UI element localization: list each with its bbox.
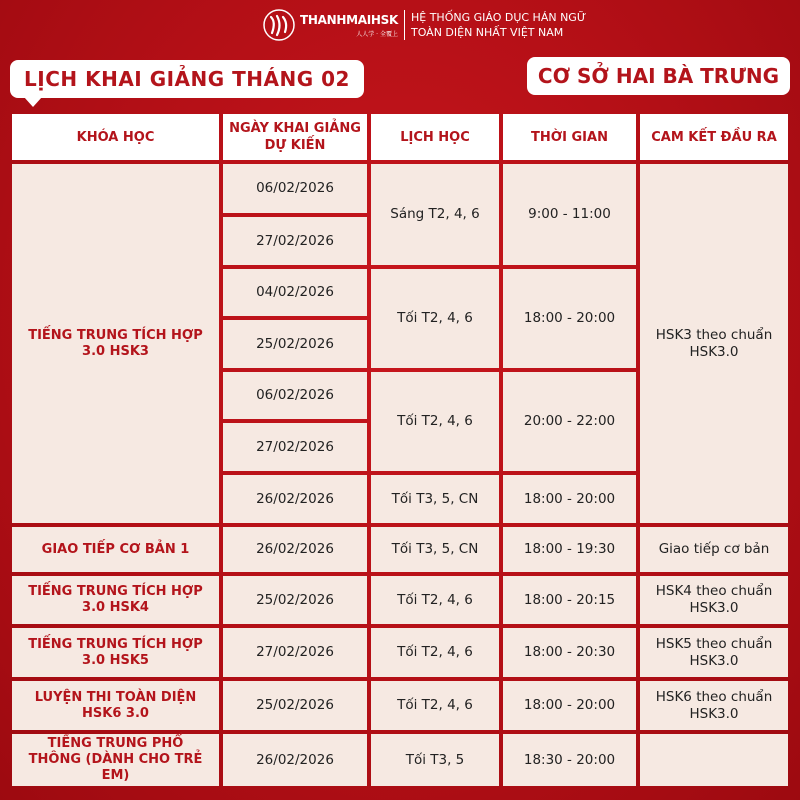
brand-logo [262, 8, 586, 42]
time-cell: 18:00 - 20:00 [503, 475, 636, 523]
course-cell: TIẾNG TRUNG TÍCH HỢP 3.0 HSK5 [12, 628, 219, 677]
schedule-cell: Tối T3, 5 [371, 734, 499, 786]
brand-tagline-1: HỆ THỐNG GIÁO DỤC HÁN NGỮ [410, 11, 587, 24]
commitment-cell: HSK4 theo chuẩn HSK3.0 [640, 576, 788, 624]
header-time: THỜI GIAN [503, 114, 636, 160]
time-cell: 18:00 - 20:15 [503, 576, 636, 624]
schedule-cell: Tối T2, 4, 6 [371, 269, 499, 368]
header-date: NGÀY KHAI GIẢNG DỰ KIẾN [223, 114, 367, 160]
course-cell: LUYỆN THI TOÀN DIỆN HSK6 3.0 [12, 681, 219, 730]
date-cell: 04/02/2026 [223, 269, 367, 316]
schedule-cell: Tối T3, 5, CN [371, 527, 499, 572]
time-cell: 18:30 - 20:00 [503, 734, 636, 786]
time-cell: 20:00 - 22:00 [503, 372, 636, 471]
brand-logo-icon [262, 8, 296, 42]
date-cell: 26/02/2026 [223, 527, 367, 572]
date-cell: 25/02/2026 [223, 320, 367, 368]
time-cell: 18:00 - 20:00 [503, 269, 636, 368]
logo-divider [404, 10, 405, 40]
branch-label: CƠ SỞ HAI BÀ TRƯNG [527, 57, 790, 95]
course-hsk3: TIẾNG TRUNG TÍCH HỢP 3.0 HSK3 [12, 164, 219, 523]
schedule-cell: Tối T2, 4, 6 [371, 372, 499, 471]
header-commitment: CAM KẾT ĐẦU RA [640, 114, 788, 160]
schedule-cell: Tối T2, 4, 6 [371, 628, 499, 677]
page-title: LỊCH KHAI GIẢNG THÁNG 02 [10, 60, 364, 98]
header-course: KHÓA HỌC [12, 114, 219, 160]
schedule-cell: Tối T2, 4, 6 [371, 576, 499, 624]
commitment-hsk3: HSK3 theo chuẩn HSK3.0 [640, 164, 788, 523]
brand-name: THANHMAIHSK [300, 12, 398, 27]
date-cell: 27/02/2026 [223, 217, 367, 265]
date-cell: 27/02/2026 [223, 423, 367, 471]
course-cell: TIẾNG TRUNG PHỔ THÔNG (DÀNH CHO TRẺ EM) [12, 734, 219, 786]
date-cell: 06/02/2026 [223, 372, 367, 419]
date-cell: 06/02/2026 [223, 164, 367, 213]
commitment-cell [640, 734, 788, 786]
date-cell: 27/02/2026 [223, 628, 367, 677]
commitment-cell: HSK6 theo chuẩn HSK3.0 [640, 681, 788, 730]
date-cell: 25/02/2026 [223, 681, 367, 730]
commitment-cell: HSK5 theo chuẩn HSK3.0 [640, 628, 788, 677]
time-cell: 9:00 - 11:00 [503, 164, 636, 265]
schedule-cell: Tối T2, 4, 6 [371, 681, 499, 730]
time-cell: 18:00 - 20:00 [503, 681, 636, 730]
commitment-cell: Giao tiếp cơ bản [640, 527, 788, 572]
schedule-cell: Sáng T2, 4, 6 [371, 164, 499, 265]
brand-sub: 人人学 · 全覆上 [356, 30, 398, 38]
time-cell: 18:00 - 20:30 [503, 628, 636, 677]
header-schedule: LỊCH HỌC [371, 114, 499, 160]
time-cell: 18:00 - 19:30 [503, 527, 636, 572]
course-cell: TIẾNG TRUNG TÍCH HỢP 3.0 HSK4 [12, 576, 219, 624]
course-cell: GIAO TIẾP CƠ BẢN 1 [12, 527, 219, 572]
date-cell: 26/02/2026 [223, 734, 367, 786]
schedule-cell: Tối T3, 5, CN [371, 475, 499, 523]
brand-tagline-2: TOÀN DIỆN NHẤT VIỆT NAM [410, 26, 564, 39]
date-cell: 25/02/2026 [223, 576, 367, 624]
date-cell: 26/02/2026 [223, 475, 367, 523]
